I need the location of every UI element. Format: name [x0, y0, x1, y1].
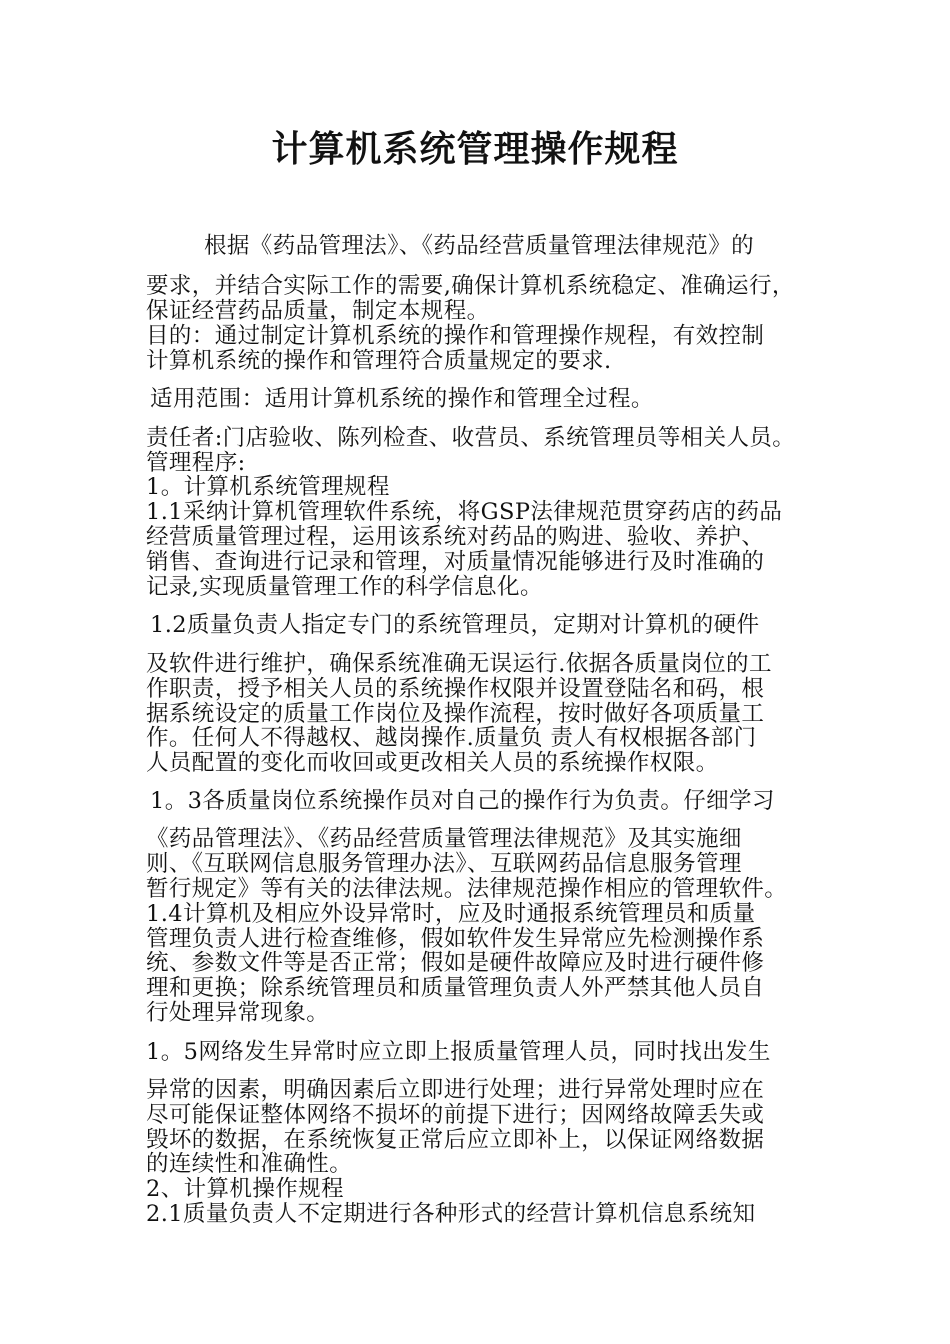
paragraph-line: 尽可能保证整体网络不损坏的前提下进行；因网络故障丢失或	[146, 1102, 765, 1128]
paragraph-line: 要求，并结合实际工作的需要,确保计算机系统稳定、准确运行，	[146, 273, 795, 299]
paragraph-line: 根据《药品管理法》、《药品经营质量管理法律规范》的	[204, 233, 755, 259]
paragraph-line: 理和更换；除系统管理员和质量管理负责人外严禁其他人员自	[146, 975, 765, 1001]
paragraph-line: 作职责，授予相关人员的系统操作权限并设置登陆名和码，根	[146, 676, 765, 702]
paragraph-line: 行处理异常现象。	[146, 1000, 330, 1026]
paragraph-line: 《药品管理法》、《药品经营质量管理法律规范》及其实施细	[146, 826, 742, 852]
paragraph-line: 人员配置的变化而收回或更改相关人员的系统操作权限。	[146, 750, 719, 776]
paragraph-line: 则、《互联网信息服务管理办法》、互联网药品信息服务管理	[146, 851, 742, 877]
paragraph-line: 目的：通过制定计算机系统的操作和管理操作规程，有效控制	[146, 323, 765, 349]
section-heading: 1。计算机系统管理规程	[146, 474, 390, 500]
paragraph-line: 统、参数文件等是否正常；假如是硬件故障应及时进行硬件修	[146, 950, 765, 976]
paragraph-line: 1.4计算机及相应外设异常时，应及时通报系统管理员和质量	[146, 901, 756, 927]
paragraph-line: 销售、查询进行记录和管理，对质量情况能够进行及时准确的	[146, 549, 765, 575]
paragraph-line: 异常的因素，明确因素后立即进行处理；进行异常处理时应在	[146, 1077, 765, 1103]
paragraph-line: 1.2质量负责人指定专门的系统管理员，定期对计算机的硬件	[150, 612, 760, 638]
paragraph-line: 1。3各质量岗位系统操作员对自己的操作行为负责。仔细学习	[150, 788, 775, 814]
paragraph-line: 2.1质量负责人不定期进行各种形式的经营计算机信息系统知	[146, 1201, 756, 1227]
paragraph-line: 管理程序:	[146, 450, 246, 476]
section-heading: 2、计算机操作规程	[146, 1176, 344, 1202]
paragraph-line: 暂行规定》等有关的法律法规。法律规范操作相应的管理软件。	[146, 876, 788, 902]
paragraph-line: 据系统设定的质量工作岗位及操作流程，按时做好各项质量工	[146, 701, 765, 727]
paragraph-line: 经营质量管理过程，运用该系统对药品的购进、验收、养护、	[146, 524, 765, 550]
paragraph-line: 1。5网络发生异常时应立即上报质量管理人员，同时找出发生	[146, 1039, 771, 1065]
paragraph-line: 保证经营药品质量，制定本规程。	[146, 298, 490, 324]
paragraph-line: 责任者:门店验收、陈列检查、收营员、系统管理员等相关人员。	[146, 425, 796, 451]
paragraph-line: 及软件进行维护，确保系统准确无误运行.依据各质量岗位的工	[146, 651, 772, 677]
paragraph-line: 管理负责人进行检查维修，假如软件发生异常应先检测操作系	[146, 926, 765, 952]
paragraph-line: 适用范围：适用计算机系统的操作和管理全过程。	[150, 386, 654, 412]
document-title: 计算机系统管理操作规程	[271, 129, 679, 170]
paragraph-line: 的连续性和准确性。	[146, 1151, 353, 1177]
paragraph-line: 作。任何人不得越权、越岗操作.质量负 责人有权根据各部门	[146, 725, 757, 751]
paragraph-line: 毁坏的数据，在系统恢复正常后应立即补上，以保证网络数据	[146, 1127, 765, 1153]
paragraph-line: 记录,实现质量管理工作的科学信息化。	[146, 574, 543, 600]
paragraph-line: 1.1采纳计算机管理软件系统，将GSP法律规范贯穿药店的药品	[146, 499, 783, 525]
paragraph-line: 计算机系统的操作和管理符合质量规定的要求.	[146, 348, 612, 374]
